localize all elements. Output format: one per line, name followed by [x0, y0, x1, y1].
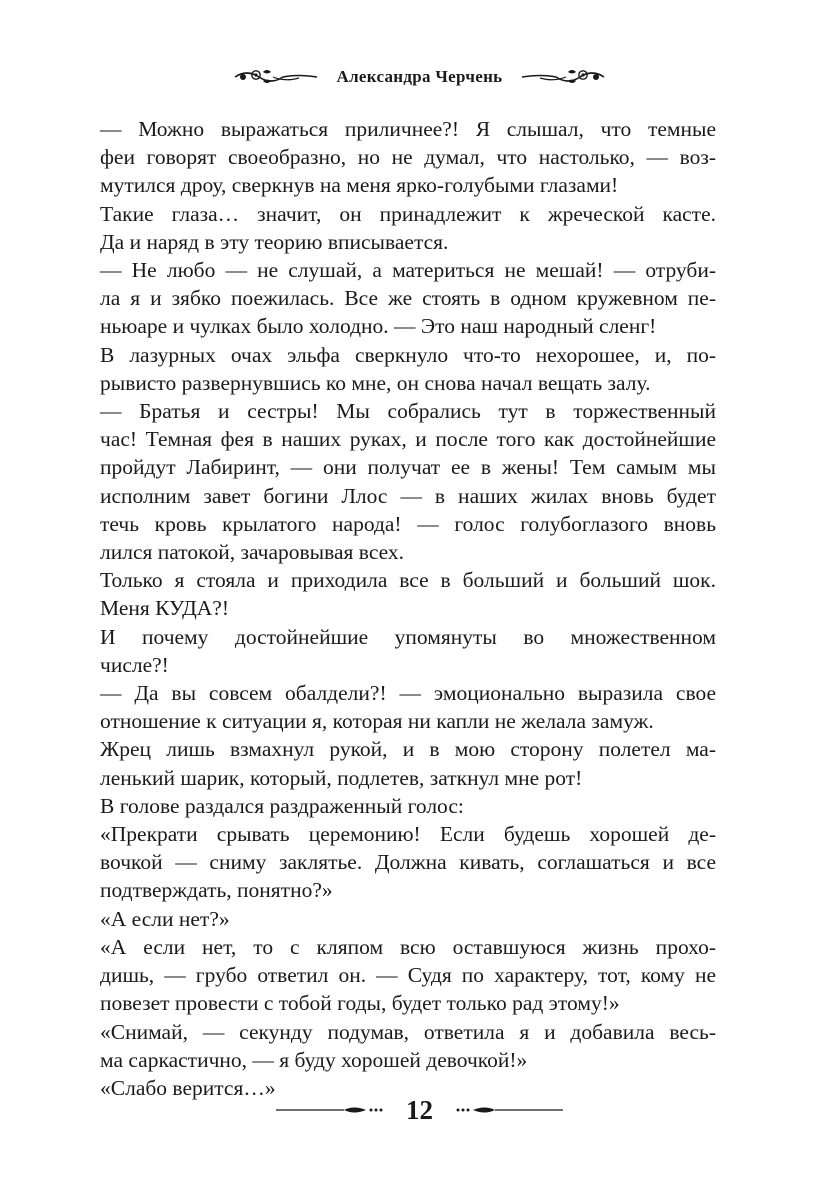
paragraph	[100, 397, 716, 566]
text-line: — Братья и сестры! Мы собрались тут в торжественный	[100, 399, 716, 424]
page-number: 12	[406, 1094, 433, 1125]
text-line: — Не любо — не слушай, а материться не мешай! — отруби-	[100, 258, 716, 283]
text-line: отношение к ситуации я, которая ни капли не желала замуж.	[100, 709, 654, 734]
text-line: рывисто развернувшись ко мне, он снова начал вещать залу.	[100, 370, 651, 395]
text-line: течь кровь крылатого народа! — голос голубоглазого вновь	[100, 511, 716, 536]
text-line: феи говорят своеобразно, но не думал, что настолько, — воз-	[100, 145, 716, 170]
text-line: «Снимай, — секунду подумав, ответила я и добавила весь-	[100, 1019, 716, 1044]
text-line: мутился дроу, сверкнув на меня ярко-голубыми глазами!	[100, 173, 619, 198]
running-header	[0, 62, 839, 92]
text-line: час! Темная фея в наших руках, и после того как достойнейшие	[100, 427, 716, 452]
text-line: вочкой — сниму заклятье. Должна кивать, соглашаться и все	[100, 850, 716, 875]
paragraph	[100, 341, 716, 397]
text-line: повезет провести с тобой годы, будет только рад этому!»	[100, 991, 620, 1016]
text-line: «Прекрати срывать церемонию! Если будешь хорошей де-	[100, 822, 716, 847]
text-line: Такие глаза… значит, он принадлежит к жреческой касте.	[100, 201, 716, 226]
text-line: «А если нет?»	[100, 906, 230, 931]
text-line: И почему достойнейшие упомянуты во множественном	[100, 624, 716, 649]
rose-flourish-left-icon	[233, 66, 319, 88]
text-line: Только я стояла и приходила все в больший и больший шок.	[100, 568, 716, 593]
text-line: — Можно выражаться приличнее?! Я слышал, что темные	[100, 117, 716, 141]
text-line: ньюаре и чулках было холодно. — Это наш народный сленг!	[100, 314, 657, 339]
text-line: Да и наряд в эту теорию вписывается.	[100, 229, 449, 254]
paragraph	[100, 933, 716, 1018]
text-line: — Да вы совсем обалдели?! — эмоционально выразила свое	[100, 681, 716, 706]
text-line: ленький шарик, который, подлетев, заткнул мне рот!	[100, 765, 583, 790]
paragraph	[100, 905, 716, 933]
paragraph	[100, 1018, 716, 1074]
text-line: дишь, — грубо ответил он. — Судя по характеру, тот, кому не	[100, 963, 716, 988]
paragraph	[100, 792, 716, 820]
paragraph	[100, 200, 716, 256]
text-line: Жрец лишь взмахнул рукой, и в мою сторону полетел ма-	[100, 737, 716, 762]
page-text-body	[100, 115, 716, 1102]
paragraph	[100, 735, 716, 791]
text-line: лился патокой, зачаровывая всех.	[100, 540, 405, 565]
paragraph	[100, 820, 716, 905]
rose-flourish-right-icon	[520, 66, 606, 88]
text-line: «Слабо верится…»	[100, 1075, 276, 1100]
paragraph	[100, 566, 716, 622]
paragraph	[100, 679, 716, 735]
text-line: ла я и зябко поежилась. Все же стоять в одном кружевном пе-	[100, 286, 716, 311]
paragraph	[100, 623, 716, 679]
text-line: «А если нет, то с кляпом всю оставшуюся жизнь прохо-	[100, 934, 716, 959]
book-author-title: Александра Черчень	[336, 67, 503, 86]
text-line: пройдут Лабиринт, — они получат ее в жены! Тем самым мы	[100, 455, 716, 480]
text-line: В лазурных очах эльфа сверкнуло что-то нехорошее, и, по-	[100, 342, 716, 367]
flourish-right-icon	[455, 1103, 565, 1117]
text-line: исполним завет богини Ллос — в наших жилах вновь будет	[100, 483, 716, 508]
text-line: числе?!	[100, 652, 169, 677]
paragraph	[100, 256, 716, 341]
text-line: ма саркастично, — я буду хорошей девочкой!»	[100, 1047, 528, 1072]
text-line: В голове раздался раздраженный голос:	[100, 793, 464, 818]
page-footer	[0, 1092, 839, 1128]
text-line: Меня КУДА?!	[100, 596, 229, 621]
text-line: подтверждать, понятно?»	[100, 878, 333, 903]
flourish-left-icon	[274, 1103, 384, 1117]
paragraph	[100, 115, 716, 200]
